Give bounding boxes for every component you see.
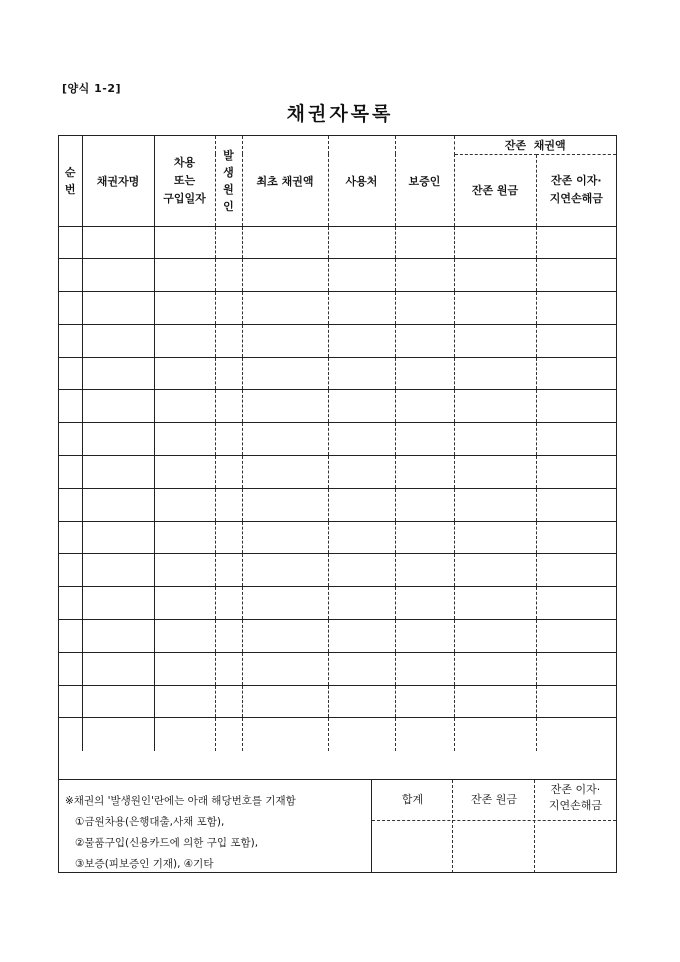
cell-initial-amount[interactable] [242,259,328,292]
col-header-remaining-interest: 잔존 이자· 지연손해금 [549,174,603,205]
cell-borrow-date[interactable] [154,259,215,292]
cell-remaining-principal[interactable] [454,620,536,653]
table-row [59,620,616,653]
table-row [59,521,616,554]
cell-borrow-date[interactable] [154,324,215,357]
cell-usage[interactable] [328,390,395,423]
cell-creditor-name[interactable] [82,259,154,292]
cell-borrow-date[interactable] [154,652,215,685]
table-row [59,652,616,685]
cell-seq[interactable] [59,423,82,456]
footer-divider [534,780,535,873]
cell-seq[interactable] [59,685,82,718]
cell-remaining-interest[interactable] [536,718,616,751]
cell-creditor-name[interactable] [82,456,154,489]
cell-usage[interactable] [328,292,395,325]
cell-remaining-principal[interactable] [454,259,536,292]
col-header-guarantor: 보증인 [395,136,454,226]
cell-remaining-interest[interactable] [536,587,616,620]
cell-creditor-name[interactable] [82,652,154,685]
table-row [59,292,616,325]
cell-usage[interactable] [328,324,395,357]
cell-remaining-interest[interactable] [536,423,616,456]
cell-creditor-name[interactable] [82,554,154,587]
cell-guarantor[interactable] [395,587,454,620]
cell-usage[interactable] [328,488,395,521]
cell-guarantor[interactable] [395,718,454,751]
cell-usage[interactable] [328,521,395,554]
cause-code-note [59,780,372,873]
cell-remaining-interest[interactable] [536,488,616,521]
cell-creditor-name[interactable] [82,357,154,390]
cell-borrow-date[interactable] [154,357,215,390]
cell-initial-amount[interactable] [242,423,328,456]
cell-initial-amount[interactable] [242,652,328,685]
cell-remaining-interest[interactable] [536,357,616,390]
cell-remaining-interest[interactable] [536,226,616,259]
table-row [59,324,616,357]
cell-borrow-date[interactable] [154,521,215,554]
creditor-list-table [58,135,617,873]
cell-remaining-interest[interactable] [536,521,616,554]
cell-seq[interactable] [59,390,82,423]
cell-remaining-principal[interactable] [454,423,536,456]
cell-cause[interactable] [215,292,242,325]
table-row [59,685,616,718]
cell-seq[interactable] [59,324,82,357]
table-row [59,259,616,292]
table-row [59,226,616,259]
cell-initial-amount[interactable] [242,685,328,718]
cell-remaining-principal[interactable] [454,456,536,489]
creditor-table-grid [59,136,616,751]
cell-remaining-interest[interactable] [536,259,616,292]
cell-creditor-name[interactable] [82,390,154,423]
cell-usage[interactable] [328,456,395,489]
cell-cause[interactable] [215,357,242,390]
cell-guarantor[interactable] [395,357,454,390]
cell-seq[interactable] [59,554,82,587]
cell-cause[interactable] [215,488,242,521]
table-row [59,423,616,456]
cell-guarantor[interactable] [395,390,454,423]
cell-initial-amount[interactable] [242,554,328,587]
cell-usage[interactable] [328,652,395,685]
col-header-usage: 사용처 [328,136,395,226]
cell-remaining-principal[interactable] [454,652,536,685]
cell-guarantor[interactable] [395,554,454,587]
cell-guarantor[interactable] [395,259,454,292]
col-header-initial-amount: 최초 채권액 [242,136,328,226]
cell-cause[interactable] [215,587,242,620]
cell-usage[interactable] [328,685,395,718]
cell-remaining-principal[interactable] [454,324,536,357]
cell-remaining-principal[interactable] [454,357,536,390]
note-item-1: ①금원차용(은행대출,사채 포함), [75,816,225,828]
cell-remaining-interest[interactable] [536,652,616,685]
table-row [59,390,616,423]
cell-remaining-principal[interactable] [454,718,536,751]
col-header-creditor-name: 채권자명 [82,136,154,226]
cell-seq[interactable] [59,226,82,259]
cell-remaining-principal[interactable] [454,587,536,620]
table-row [59,357,616,390]
cell-creditor-name[interactable] [82,685,154,718]
form-number-label: [양식 1-2] [62,82,122,95]
cell-borrow-date[interactable] [154,390,215,423]
cell-borrow-date[interactable] [154,587,215,620]
cell-cause[interactable] [215,390,242,423]
cell-initial-amount[interactable] [242,226,328,259]
cell-cause[interactable] [215,718,242,751]
cell-seq[interactable] [59,652,82,685]
cell-initial-amount[interactable] [242,488,328,521]
cell-creditor-name[interactable] [82,587,154,620]
note-item-3: ③보증(피보증인 기재), ④기타 [75,858,214,870]
cell-seq[interactable] [59,259,82,292]
cell-usage[interactable] [328,587,395,620]
table-row [59,554,616,587]
cell-usage[interactable] [328,423,395,456]
cell-remaining-interest[interactable] [536,456,616,489]
table-footer [59,779,616,873]
cell-seq[interactable] [59,357,82,390]
cell-remaining-interest[interactable] [536,685,616,718]
cell-seq[interactable] [59,521,82,554]
footer-principal-label: 잔존 원금 [470,793,517,806]
cell-usage[interactable] [328,259,395,292]
cell-cause[interactable] [215,685,242,718]
cell-remaining-principal[interactable] [454,521,536,554]
cell-initial-amount[interactable] [242,521,328,554]
cell-borrow-date[interactable] [154,226,215,259]
cell-creditor-name[interactable] [82,488,154,521]
cell-creditor-name[interactable] [82,226,154,259]
cell-usage[interactable] [328,554,395,587]
cell-remaining-interest[interactable] [536,620,616,653]
cell-borrow-date[interactable] [154,620,215,653]
note-title: ※채권의 '발생원인'란에는 아래 해당번호를 기재함 [65,795,296,807]
cell-borrow-date[interactable] [154,554,215,587]
cell-cause[interactable] [215,324,242,357]
cell-initial-amount[interactable] [242,620,328,653]
table-row [59,456,616,489]
cell-creditor-name[interactable] [82,521,154,554]
cell-remaining-principal[interactable] [454,685,536,718]
cell-remaining-principal[interactable] [454,390,536,423]
cell-remaining-interest[interactable] [536,324,616,357]
cell-guarantor[interactable] [395,292,454,325]
col-header-borrow-date: 차용 또는 구입일자 [154,136,215,226]
cell-remaining-interest[interactable] [536,292,616,325]
cell-initial-amount[interactable] [242,718,328,751]
cell-initial-amount[interactable] [242,456,328,489]
cell-borrow-date[interactable] [154,488,215,521]
cell-seq[interactable] [59,456,82,489]
cell-seq[interactable] [59,292,82,325]
cell-guarantor[interactable] [395,324,454,357]
col-header-remaining-group: 잔존 채권액 [454,136,616,154]
cell-cause[interactable] [215,259,242,292]
footer-divider [452,780,453,873]
cell-remaining-principal[interactable] [454,488,536,521]
cell-remaining-interest[interactable] [536,390,616,423]
footer-interest-label: 잔존 이자· 지연손해금 [548,783,603,812]
cell-guarantor[interactable] [395,652,454,685]
note-item-2: ②물품구입(신용카드에 의한 구입 포함), [75,837,259,849]
cell-seq[interactable] [59,488,82,521]
cell-guarantor[interactable] [395,521,454,554]
page-title: 채권자목록 [286,103,394,125]
cell-creditor-name[interactable] [82,423,154,456]
cell-borrow-date[interactable] [154,423,215,456]
cell-guarantor[interactable] [395,488,454,521]
cell-seq[interactable] [59,718,82,751]
cell-usage[interactable] [328,357,395,390]
cell-borrow-date[interactable] [154,685,215,718]
cell-cause[interactable] [215,652,242,685]
cell-creditor-name[interactable] [82,718,154,751]
cell-guarantor[interactable] [395,423,454,456]
cell-cause[interactable] [215,521,242,554]
cell-creditor-name[interactable] [82,324,154,357]
cell-cause[interactable] [215,423,242,456]
cell-initial-amount[interactable] [242,390,328,423]
table-row [59,718,616,751]
cell-remaining-principal[interactable] [454,226,536,259]
col-header-remaining-principal: 잔존 원금 [454,154,536,226]
cell-creditor-name[interactable] [82,292,154,325]
cell-initial-amount[interactable] [242,357,328,390]
cell-seq[interactable] [59,587,82,620]
cell-guarantor[interactable] [395,685,454,718]
table-row [59,587,616,620]
cell-initial-amount[interactable] [242,292,328,325]
cell-guarantor[interactable] [395,226,454,259]
cell-cause[interactable] [215,554,242,587]
cell-cause[interactable] [215,620,242,653]
cell-borrow-date[interactable] [154,718,215,751]
cell-borrow-date[interactable] [154,456,215,489]
col-header-seq: 순 번 [59,136,82,226]
cell-seq[interactable] [59,620,82,653]
cell-usage[interactable] [328,226,395,259]
cell-remaining-interest[interactable] [536,554,616,587]
col-header-cause: 발 생 원 인 [215,136,242,226]
cell-guarantor[interactable] [395,456,454,489]
table-row [59,488,616,521]
cell-creditor-name[interactable] [82,620,154,653]
cell-guarantor[interactable] [395,620,454,653]
cell-usage[interactable] [328,620,395,653]
cell-cause[interactable] [215,456,242,489]
total-label: 합계 [401,793,424,806]
cell-cause[interactable] [215,226,242,259]
cell-remaining-principal[interactable] [454,292,536,325]
footer-dashed-line [372,820,616,821]
cell-borrow-date[interactable] [154,292,215,325]
cell-usage[interactable] [328,718,395,751]
cell-initial-amount[interactable] [242,324,328,357]
cell-initial-amount[interactable] [242,587,328,620]
cell-remaining-principal[interactable] [454,554,536,587]
